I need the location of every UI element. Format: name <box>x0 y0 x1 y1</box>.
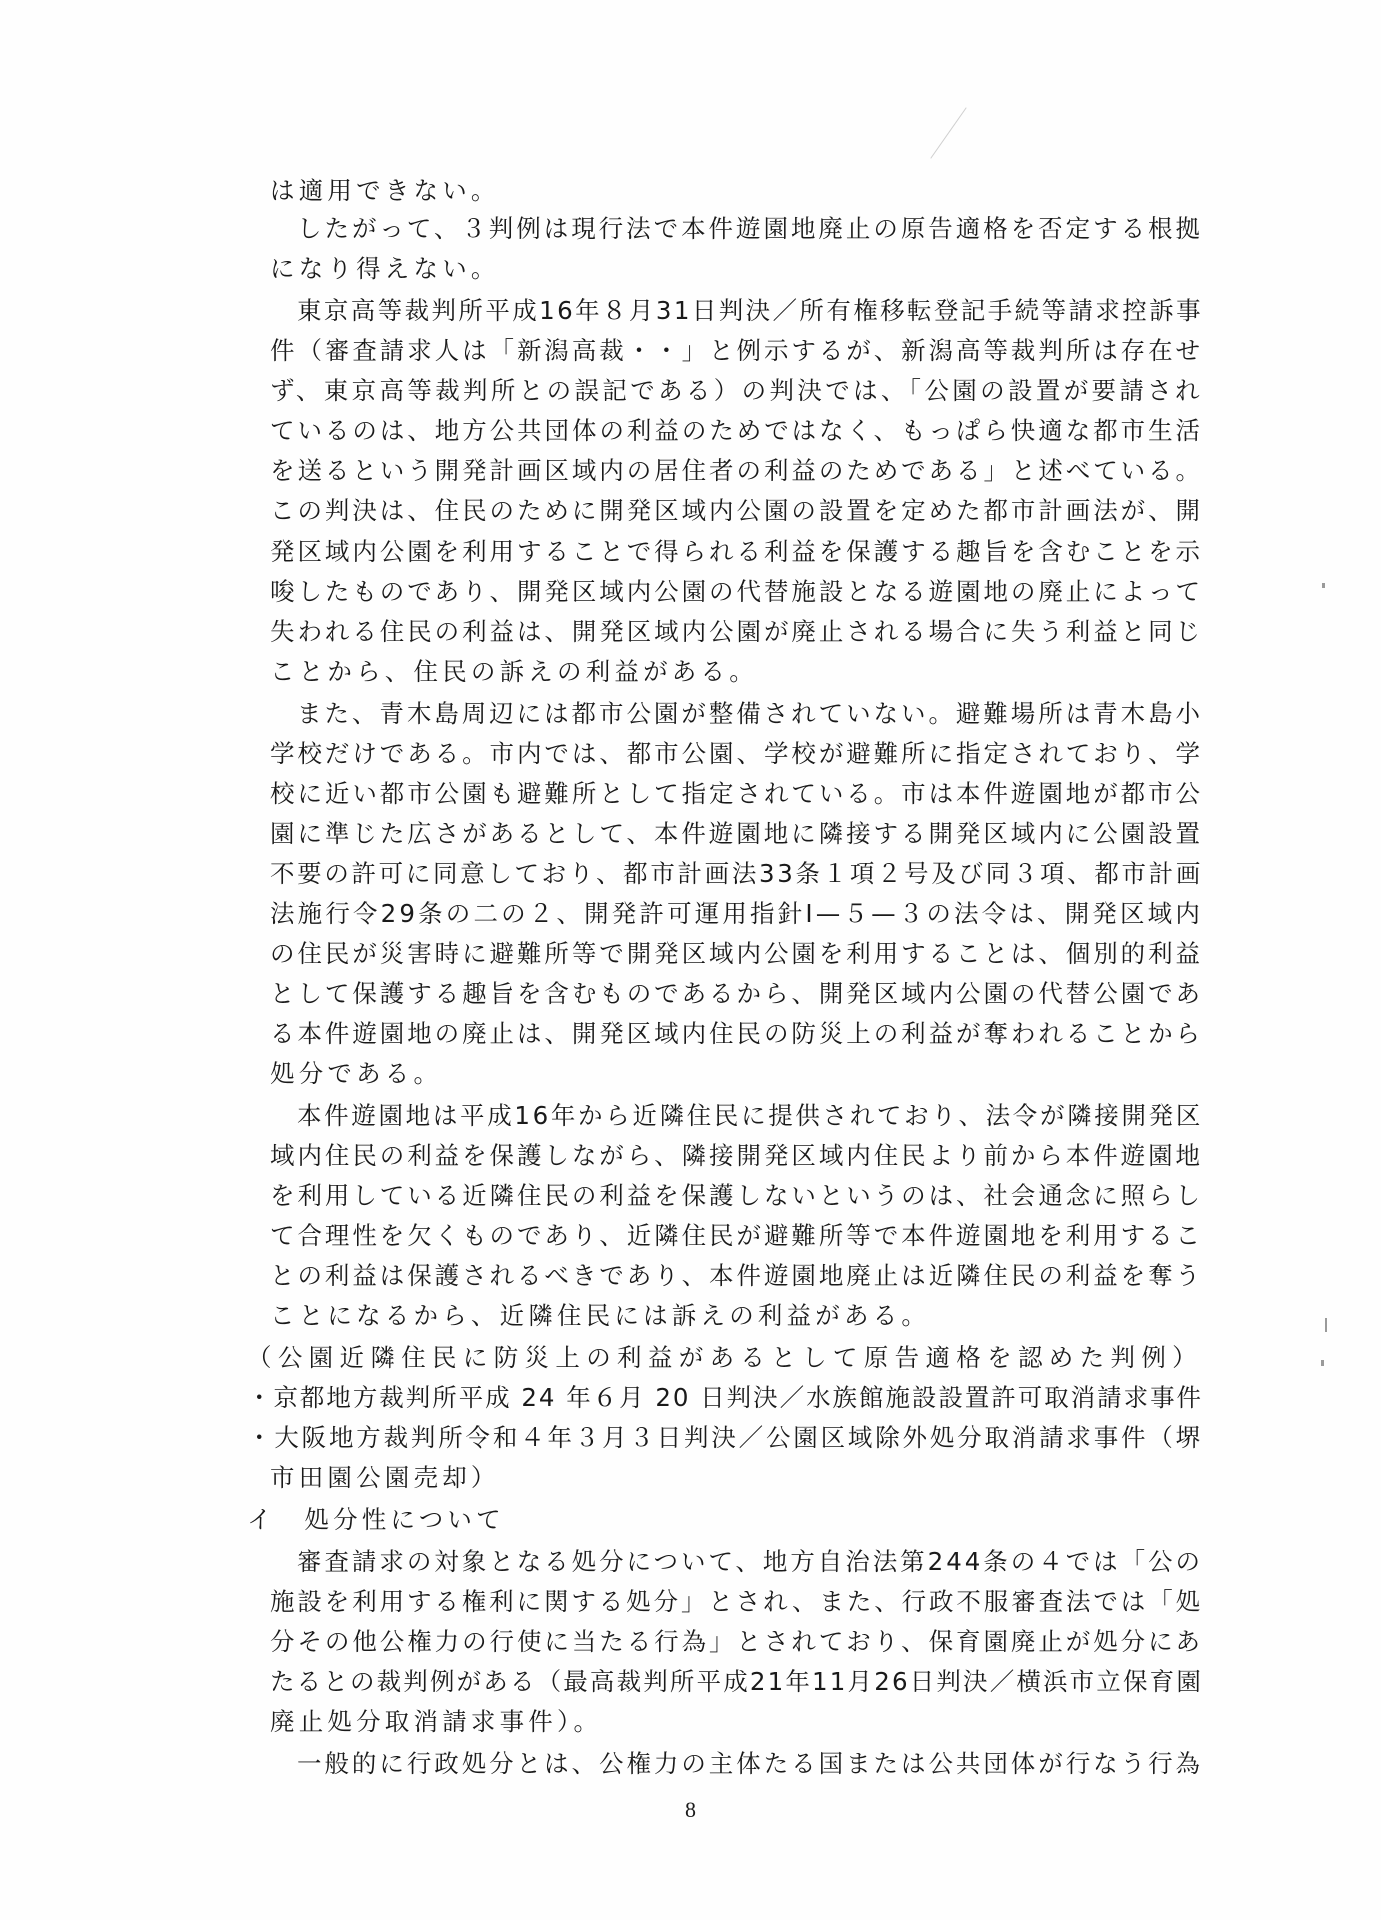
text-line: との利益は保護されるべきであり、本件遊園地廃止は近隣住民の利益を奪う <box>270 1261 1203 1290</box>
page-number: 8 <box>685 1797 696 1822</box>
text-line: を利用している近隣住民の利益を保護しないというのは、社会通念に照らし <box>270 1181 1203 1210</box>
text-line: 廃止処分取消請求事件）。 <box>270 1707 603 1736</box>
text-line: 法施行令29条の二の２、開発許可運用指針Ⅰ—５—３の法令は、開発区域内 <box>270 899 1203 928</box>
text-line: ことになるから、近隣住民には訴えの利益がある。 <box>270 1301 931 1330</box>
text-line: この判決は、住民のために開発区域内公園の設置を定めた都市計画法が、開 <box>270 496 1203 525</box>
scan-speck <box>1325 1318 1327 1332</box>
text-line: る本件遊園地の廃止は、開発区域内住民の防災上の利益が奪われることから <box>270 1019 1203 1048</box>
text-line: 東京高等裁判所平成16年８月31日判決／所有権移転登記手続等請求控訴事 <box>297 296 1203 325</box>
text-line: 分その他公権力の行使に当たる行為」とされており、保育園廃止が処分にあ <box>270 1627 1203 1656</box>
text-line: 本件遊園地は平成16年から近隣住民に提供されており、法令が隣接開発区 <box>297 1101 1203 1130</box>
text-line: 学校だけである。市内では、都市公園、学校が避難所に指定されており、学 <box>270 739 1203 768</box>
scan-speck <box>1321 1360 1324 1366</box>
text-line: ことから、住民の訴えの利益がある。 <box>270 657 758 686</box>
text-line: は適用できない。 <box>270 176 500 205</box>
text-line: イ 処分性について <box>247 1505 505 1534</box>
text-line: になり得えない。 <box>270 254 500 283</box>
scan-speck <box>930 107 966 158</box>
text-line: 審査請求の対象となる処分について、地方自治法第244条の４では「公の <box>297 1547 1203 1576</box>
text-line: （公園近隣住民に防災上の利益があるとして原告適格を認めた判例） <box>247 1343 1203 1372</box>
text-line: を送るという開発計画区域内の居住者の利益のためである」と述べている。 <box>270 456 1203 485</box>
text-line: の住民が災害時に避難所等で開発区域内公園を利用することは、個別的利益 <box>270 939 1203 968</box>
text-line: 園に準じた広さがあるとして、本件遊園地に隣接する開発区域内に公園設置 <box>270 819 1203 848</box>
text-line: ず、東京高等裁判所との誤記である）の判決では、「公園の設置が要請され <box>270 376 1203 405</box>
text-line: として保護する趣旨を含むものであるから、開発区域内公園の代替公園であ <box>270 979 1203 1008</box>
text-line: 一般的に行政処分とは、公権力の主体たる国または公共団体が行なう行為 <box>297 1749 1203 1778</box>
text-line: 施設を利用する権利に関する処分」とされ、また、行政不服審査法では「処 <box>270 1587 1203 1616</box>
text-line: たるとの裁判例がある（最高裁判所平成21年11月26日判決／横浜市立保育園 <box>270 1667 1203 1696</box>
text-line: 市田園公園売却） <box>270 1463 500 1492</box>
text-line: 失われる住民の利益は、開発区域内公園が廃止される場合に失う利益と同じ <box>270 617 1203 646</box>
text-line: ・京都地方裁判所平成 24 年６月 20 日判決／水族館施設設置許可取消請求事件 <box>247 1383 1203 1412</box>
text-line: ・大阪地方裁判所令和４年３月３日判決／公園区域除外処分取消請求事件（堺 <box>247 1423 1203 1452</box>
text-line: 件（審査請求人は「新潟高裁・・」と例示するが、新潟高等裁判所は存在せ <box>270 336 1203 365</box>
text-line: また、青木島周辺には都市公園が整備されていない。避難場所は青木島小 <box>297 699 1203 728</box>
text-line: 処分である。 <box>270 1059 443 1088</box>
text-line: ているのは、地方公共団体の利益のためではなく、もっぱら快適な都市生活 <box>270 416 1203 445</box>
text-line: 不要の許可に同意しており、都市計画法33条１項２号及び同３項、都市計画 <box>270 859 1203 888</box>
scan-speck <box>1322 583 1325 588</box>
text-line: したがって、３判例は現行法で本件遊園地廃止の原告適格を否定する根拠 <box>297 214 1203 243</box>
text-line: 唆したものであり、開発区域内公園の代替施設となる遊園地の廃止によって <box>270 577 1203 606</box>
text-line: 校に近い都市公園も避難所として指定されている。市は本件遊園地が都市公 <box>270 779 1203 808</box>
text-line: 発区域内公園を利用することで得られる利益を保護する趣旨を含むことを示 <box>270 537 1203 566</box>
text-line: て合理性を欠くものであり、近隣住民が避難所等で本件遊園地を利用するこ <box>270 1221 1203 1250</box>
text-line: 域内住民の利益を保護しながら、隣接開発区域内住民より前から本件遊園地 <box>270 1141 1203 1170</box>
